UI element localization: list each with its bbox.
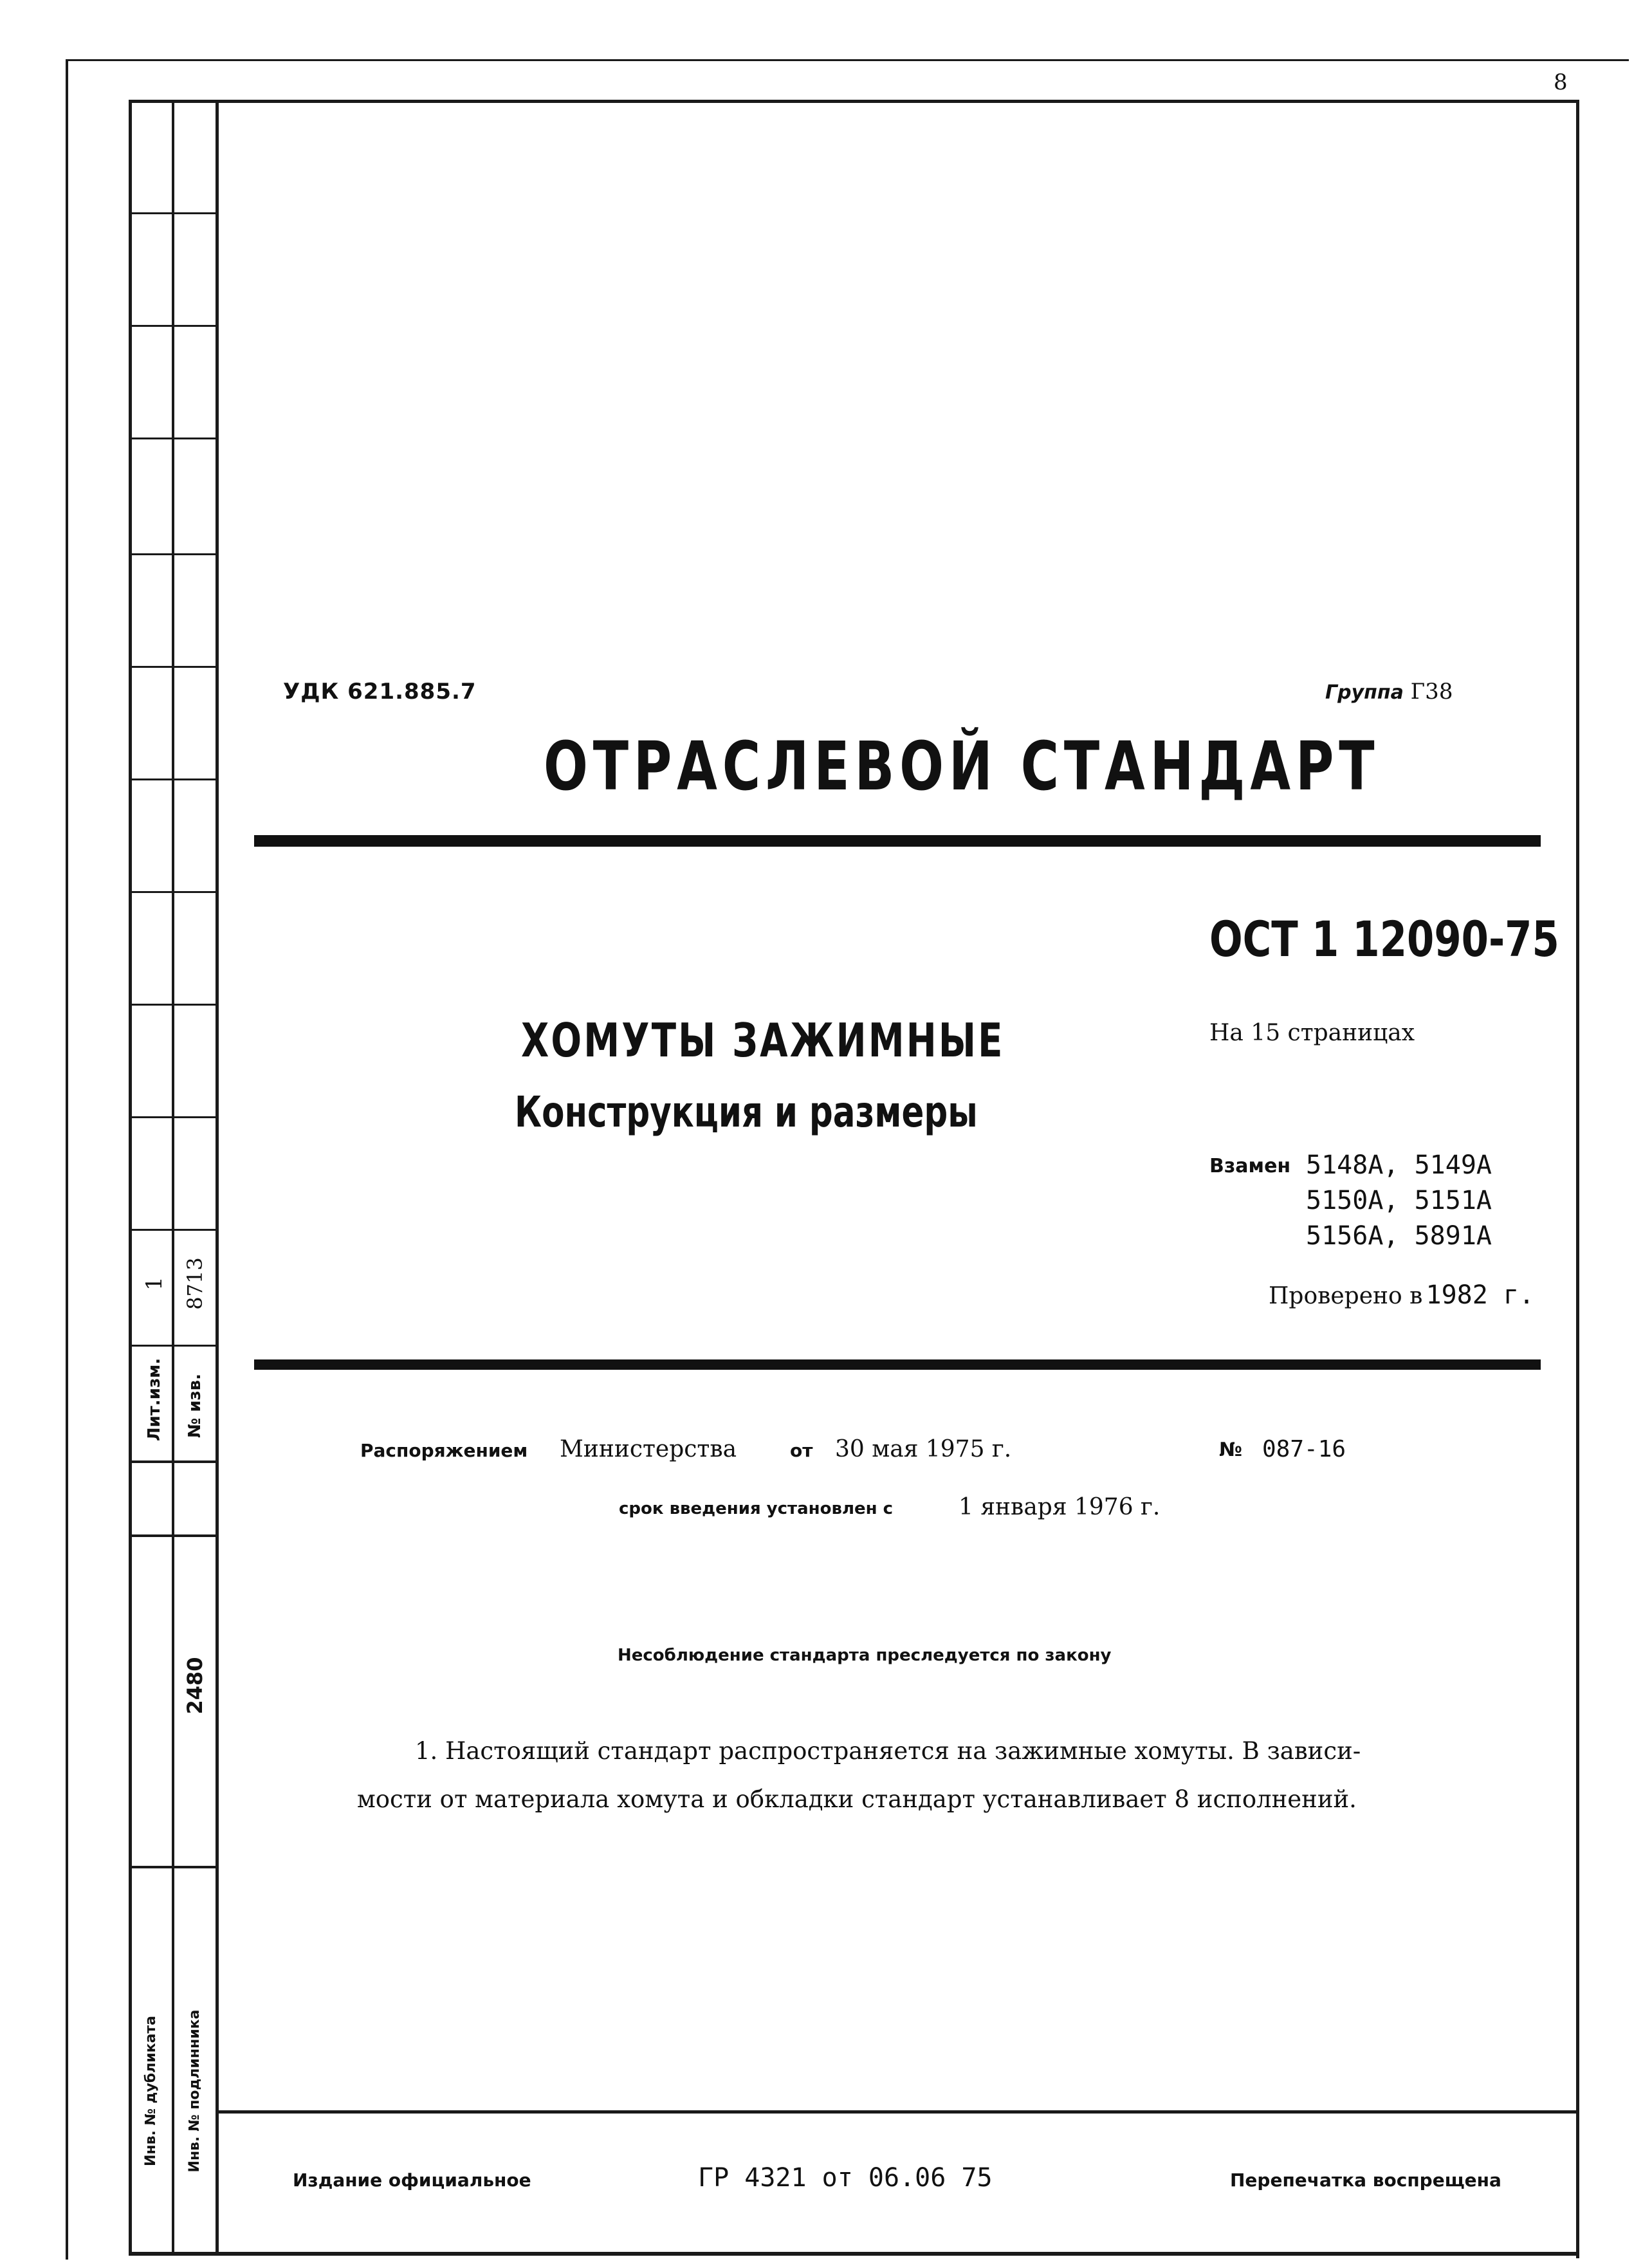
footer-rule [216, 2110, 1579, 2114]
checked-year: 1982 г. [1426, 1280, 1535, 1310]
frame-left-outer [66, 59, 68, 2260]
stamp-orig-label: Инв. № подлинника [187, 2009, 203, 2173]
stamp-dup-label: Инв. № дубликата [143, 2015, 159, 2167]
footer-center: ГР 4321 от 06.06 75 [698, 2163, 993, 2193]
effective-date: 1 января 1976 г. [959, 1494, 1161, 1520]
group-value: Г38 [1410, 679, 1453, 705]
order-number-label: № [1219, 1439, 1243, 1461]
body-line-2: мости от материала хомута и обкладки стандарт устанавливает 8 исполнений. [357, 1785, 1357, 1813]
order-date: 30 мая 1975 г. [835, 1436, 1012, 1462]
footer-right: Перепечатка воспрещена [1230, 2169, 1501, 2191]
page-title: ОТРАСЛЕВОЙ СТАНДАРТ [544, 727, 1380, 806]
stamp-col-right [216, 100, 219, 2255]
replaces-line-2: 5150А, 5151А [1306, 1186, 1492, 1215]
pages-info: На 15 страницах [1209, 1020, 1415, 1046]
standard-code: ОСТ 1 12090-75 [1209, 910, 1559, 968]
stamp-grid-line [129, 1460, 219, 1463]
stamp-grid-line [129, 1004, 219, 1006]
group-designation [1325, 679, 1453, 705]
stamp-grid-line [129, 1534, 219, 1537]
checked-label: Проверено в [1269, 1283, 1423, 1309]
stamp-grid-line [129, 1345, 219, 1347]
stamp-grid-line [129, 666, 219, 668]
header-rule [254, 1359, 1541, 1370]
stamp-grid-line [129, 778, 219, 780]
order-label: Распоряжением [360, 1440, 528, 1461]
stamp-inv-value: 2480 [183, 1657, 207, 1715]
stamp-grid-line [129, 553, 219, 555]
stamp-change-value: 1 [142, 1276, 167, 1291]
subject-subtitle: Конструкция и размеры [515, 1087, 978, 1137]
stamp-grid-line [129, 1229, 219, 1231]
page-number: 8 [1554, 69, 1568, 95]
group-label: Группа [1325, 681, 1404, 704]
stamp-doc-label: № изв. [185, 1374, 205, 1438]
legal-notice: Несоблюдение стандарта преследуется по закону [618, 1646, 1112, 1665]
stamp-grid-line [129, 891, 219, 893]
body-line-1: 1. Настоящий стандарт распространяется на зажимные хомуты. В зависи- [415, 1737, 1361, 1765]
stamp-grid-line [129, 325, 219, 327]
frame-bottom [129, 2252, 1579, 2256]
order-number: 087-16 [1262, 1436, 1346, 1462]
frame-right [1576, 103, 1579, 2258]
title-rule [254, 835, 1541, 847]
stamp-grid-line [129, 438, 219, 439]
subject-name: ХОМУТЫ ЗАЖИМНЫЕ [521, 1013, 1005, 1067]
order-authority: Министерства [560, 1436, 737, 1462]
frame-top-inner [129, 100, 1579, 103]
stamp-change-label: Лит.изм. [145, 1358, 164, 1441]
stamp-col-mid [172, 100, 174, 2255]
stamp-col-left [129, 100, 132, 2255]
udk-code: УДК 621.885.7 [283, 679, 477, 705]
stamp-grid-line [129, 1866, 219, 1868]
replaces-line-1: 5148А, 5149А [1306, 1150, 1492, 1180]
frame-top [66, 59, 1629, 61]
footer-left: Издание официальное [293, 2169, 531, 2191]
stamp-grid-line [129, 212, 219, 214]
order-date-label: от [790, 1440, 813, 1461]
stamp-doc-value: 8713 [183, 1257, 207, 1310]
replaces-line-3: 5156А, 5891А [1306, 1221, 1492, 1251]
effective-label: срок введения установлен с [619, 1499, 894, 1518]
checked-note [1269, 1280, 1534, 1310]
replaces-label: Взамен [1209, 1155, 1291, 1177]
stamp-grid-line [129, 1116, 219, 1118]
